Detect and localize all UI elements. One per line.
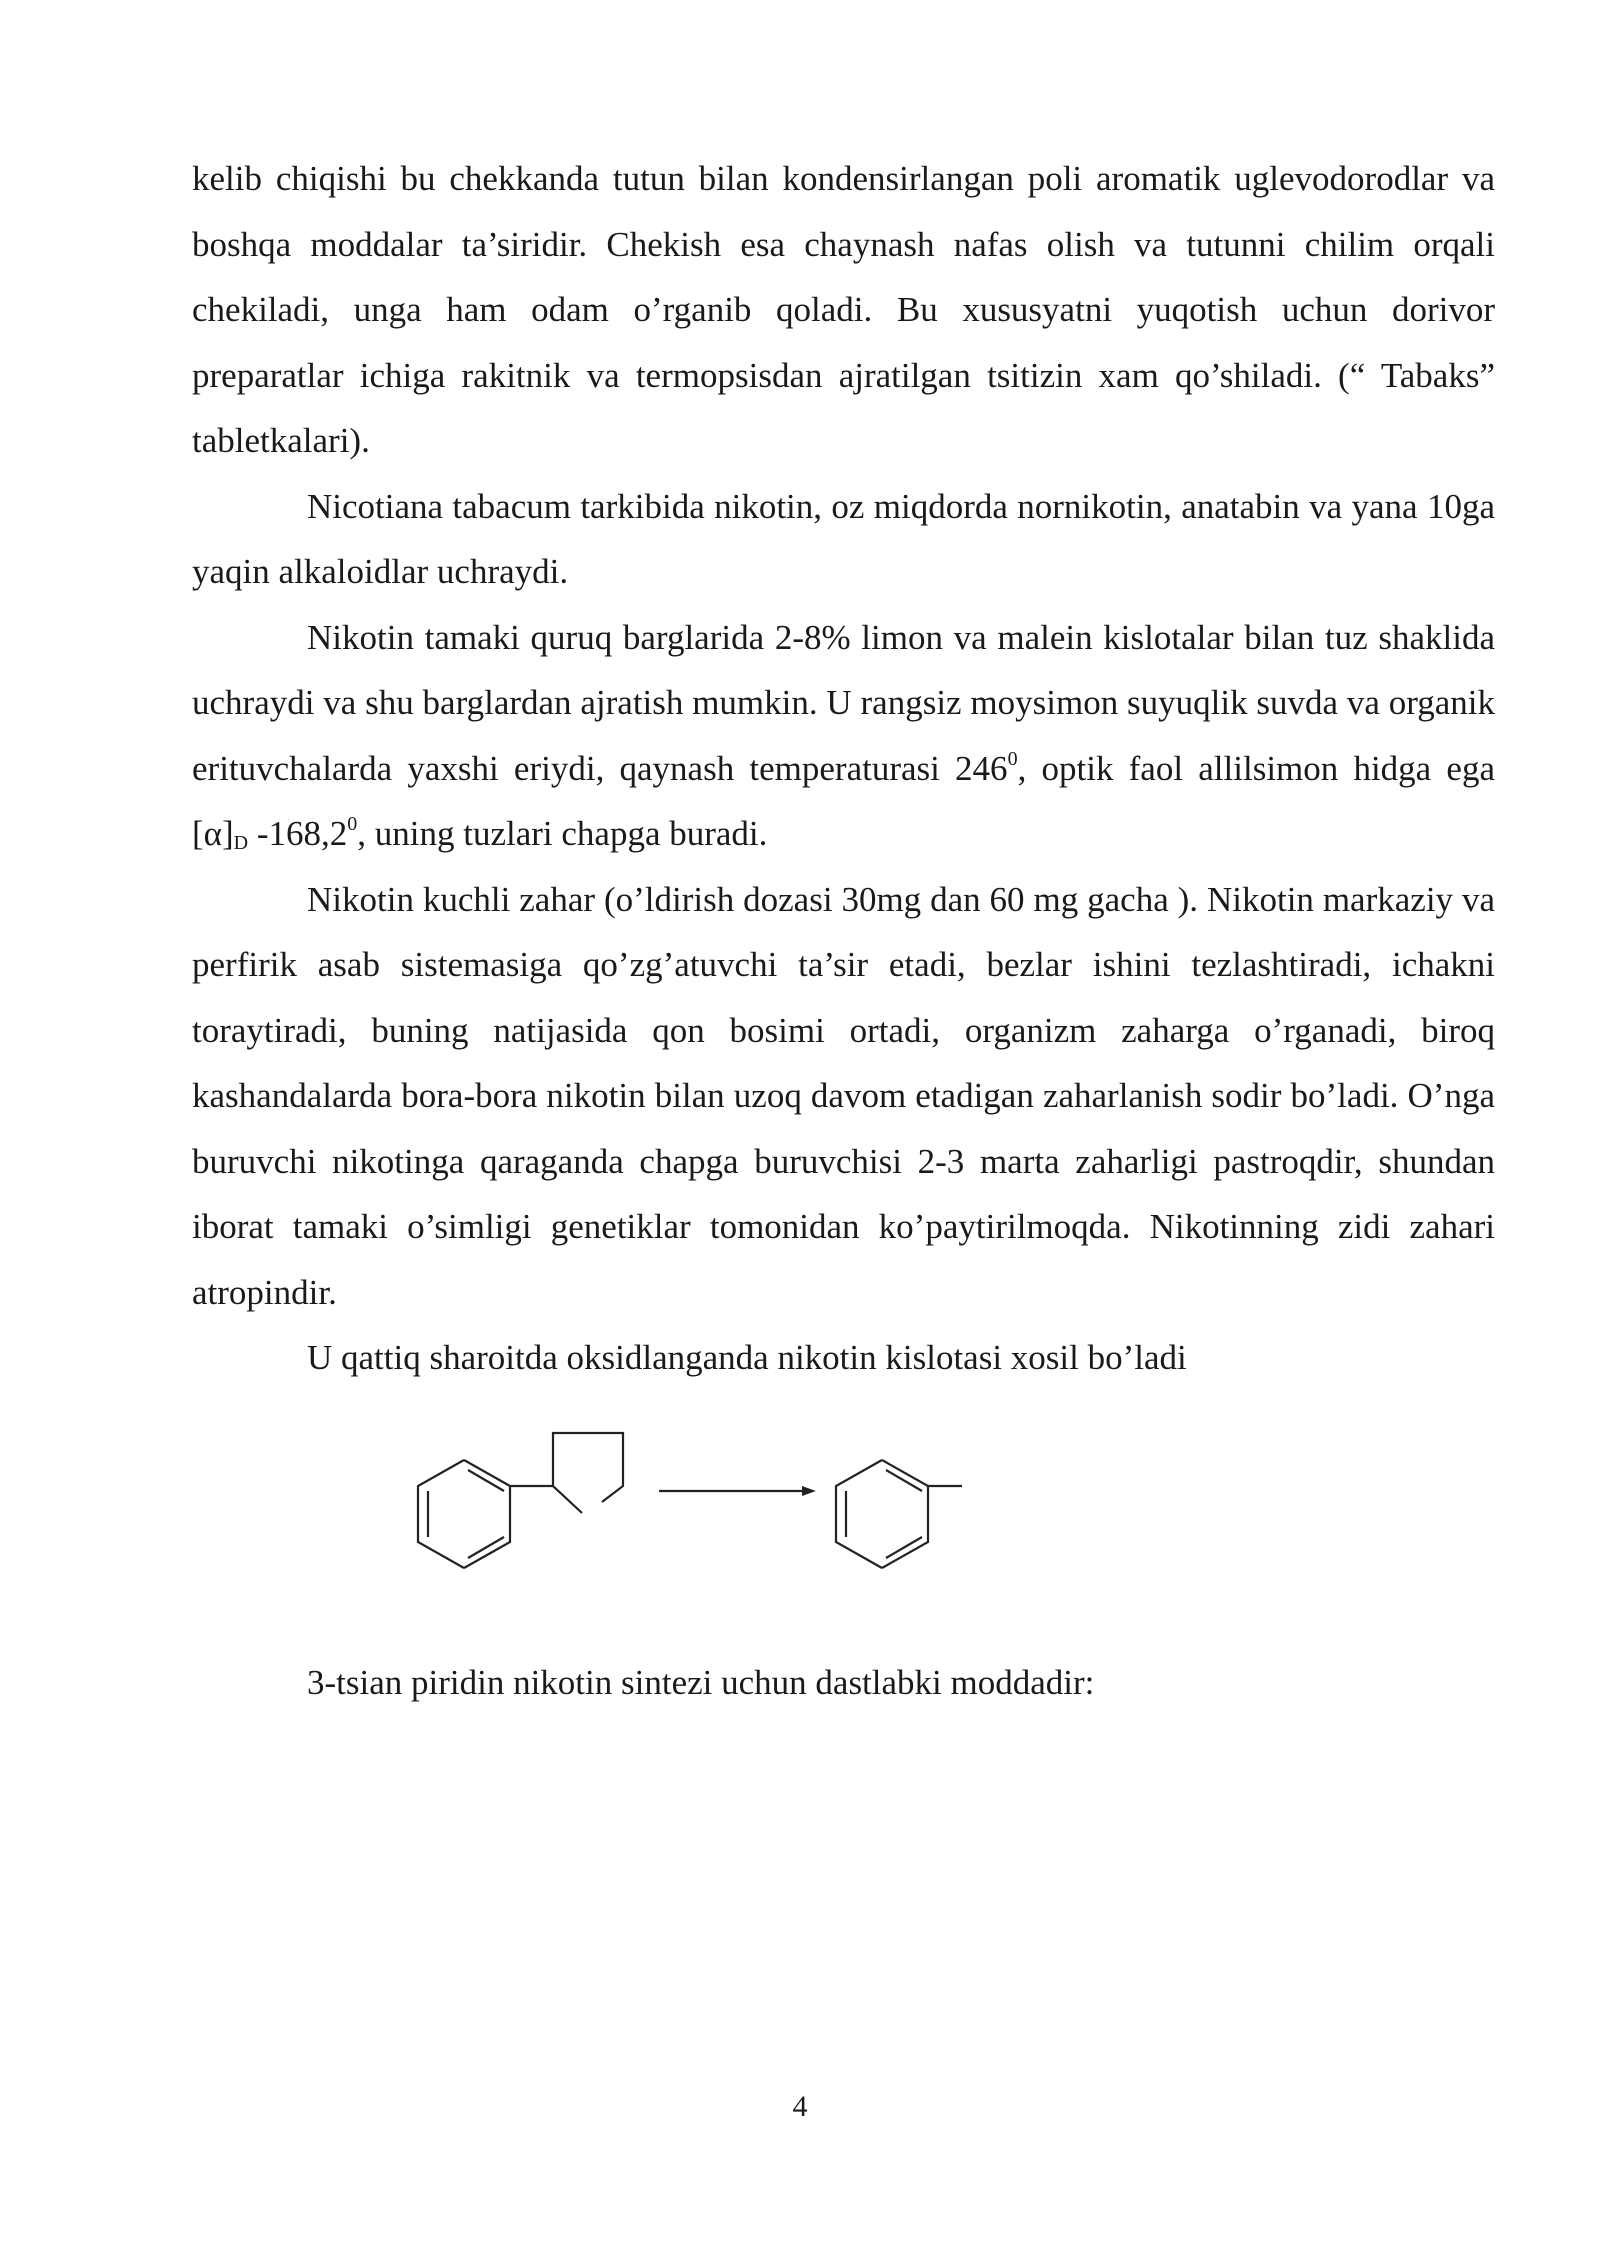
paragraph-3-part-4: , uning tuzlari chapga buradi. <box>357 814 768 853</box>
paragraph-2: Nicotiana tabacum tarkibida nikotin, oz miqdorda nornikotin, anatabin va yana 10ga yaqin alkaloidlar uchraydi. <box>192 486 1495 591</box>
rotation-subscript: D <box>233 832 249 854</box>
paragraph-4: Nikotin kuchli zahar (o’ldirish dozasi 30mg dan 60 mg gacha ). Nikotin markaziy va perfirik asab sistemasiga qo’zg’atuvchi ta’sir etadi, bezlar ishini tezlashtiradi, ichakni toraytiradi, buning natijasida qon bosimi ortadi, organizm zaharga o’rganadi, biroq kashandalarda bora-bora nikotin bilan uzoq davom etadigan zaharlanish sodir bo’ladi. O’nga buruvchi nikotinga qaraganda chapga buruvchisi 2-3 marta zaharligi pastroqdir, shundan iborat tamaki o’simligi genetiklar tomonidan ko’paytirilmoqda. Nikotinning zidi zahari atropindir. <box>192 879 1495 1312</box>
product-ring <box>836 1460 962 1568</box>
paragraph-1: kelib chiqishi bu chekkanda tutun bilan kondensirlangan poli aromatik uglevodorodlar va boshqa moddalar ta’siridir. Chekish esa chaynash nafas olish va tutunni chilim orqali chekiladi, unga ham odam o’rganib qoladi. Bu xususyatni yuqotish uchun dorivor preparatlar ichiga rakitnik va termopsisdan ajratilgan tsitizin xam qo’shiladi. (“ Tabaks” tabletkalari). <box>192 159 1495 460</box>
degree-superscript: 0 <box>1007 747 1018 770</box>
reaction-arrow <box>659 1486 816 1496</box>
paragraph-3 <box>192 605 1495 867</box>
paragraph-3-part-3: -168,2 <box>248 814 348 853</box>
body-text <box>192 146 1495 1391</box>
paragraph-3-part-1: Nikotin tamaki quruq barglarida 2-8% limon va malein kislotalar bilan tuz shaklida uchraydi va shu barglardan ajratish mumkin. U rangsiz moysimon suyuqlik suvda va organik erituvchalarda yaxshi eriydi, qaynash temperaturasi 246 <box>192 617 1495 788</box>
reactant-pentagon <box>553 1433 623 1513</box>
page-number: 4 <box>792 2090 808 2123</box>
degree-superscript: 0 <box>347 813 358 835</box>
paragraph-5: U qattiq sharoitda oksidlanganda nikotin kislotasi xosil bo’ladi <box>307 1338 1187 1377</box>
oxidation-reaction-diagram <box>370 1415 990 1585</box>
synthesis-note: 3-tsian piridin nikotin sintezi uchun dastlabki moddadir: <box>307 1663 1095 1702</box>
paragraph-3-part-2: , optik faol allilsimon hidga ega [α] <box>192 748 1495 853</box>
reactant-ring <box>418 1460 510 1568</box>
